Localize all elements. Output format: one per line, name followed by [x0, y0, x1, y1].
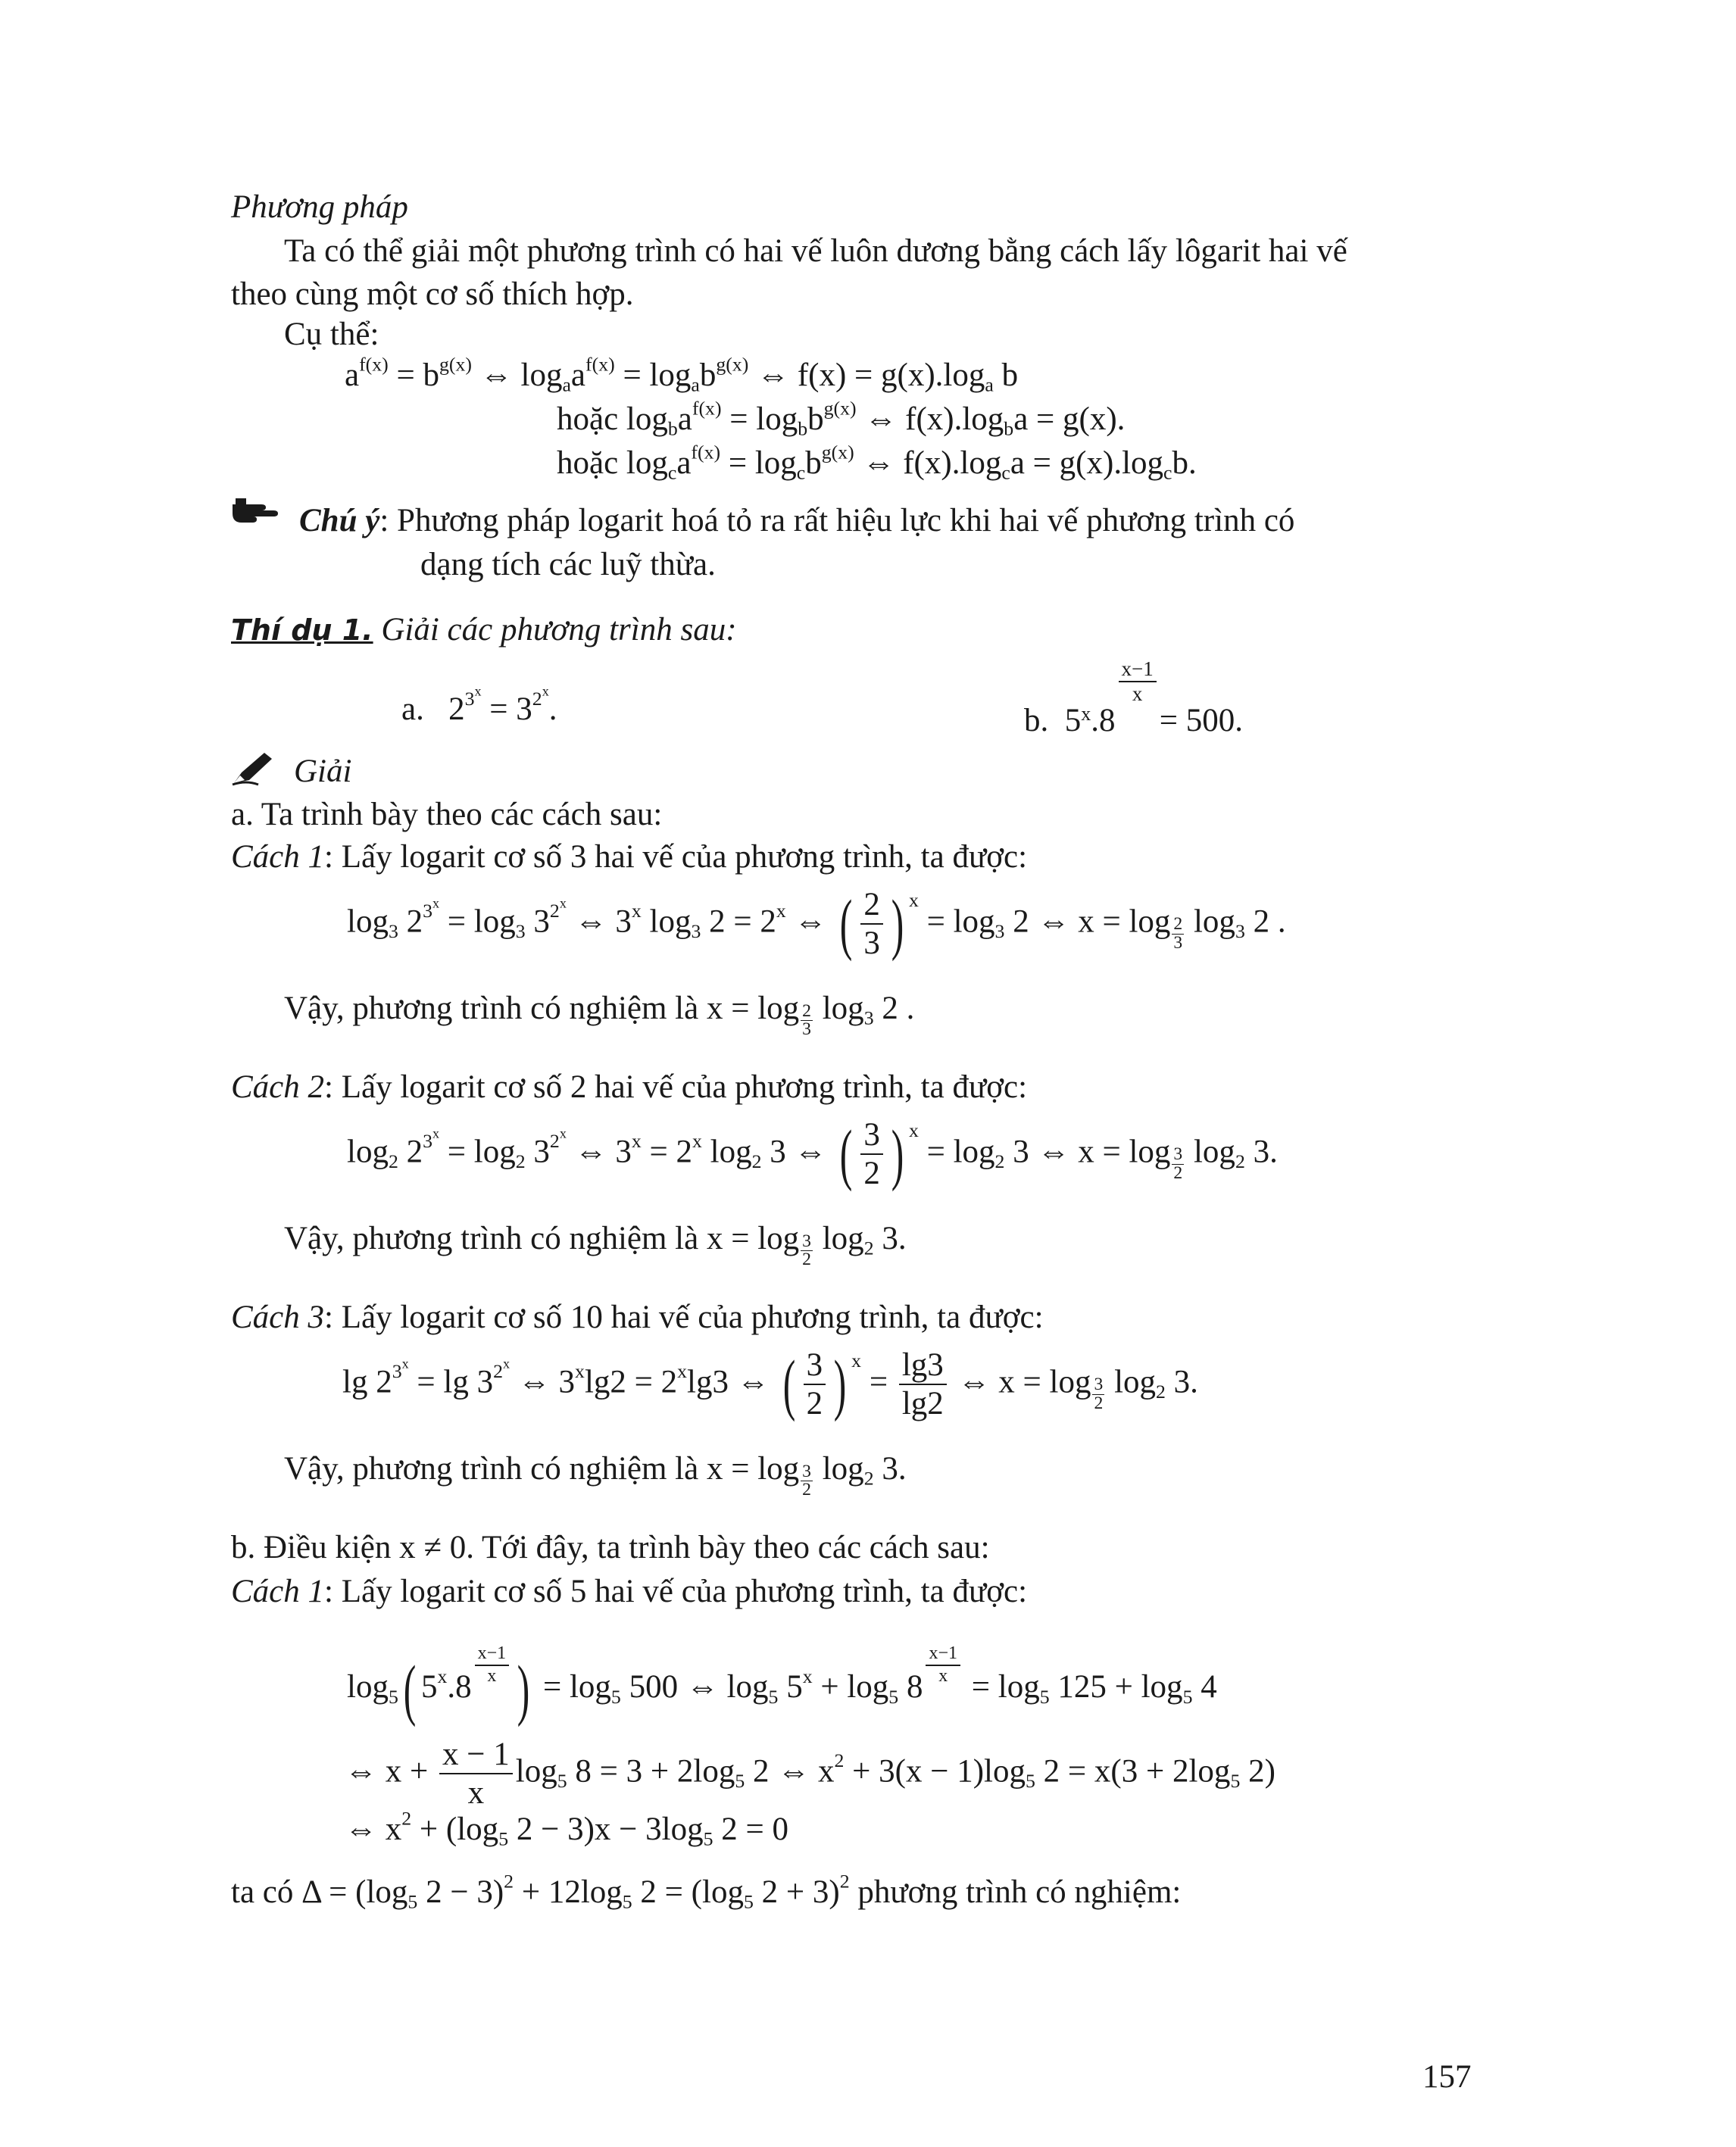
result-2a: Vậy, phương trình có nghiệm là x = log $\frac{3}{2}$ $\log_2 3$.	[284, 1221, 907, 1270]
cach1b-line: Cách 1: Lấy logarit cơ số 5 hai vế của phương trình, ta được:	[231, 1574, 1028, 1609]
example-a: a. $2^{3^x} = 3^{2^x}$.	[401, 683, 557, 727]
example-heading: Thí dụ 1. Giải các phương trình sau:	[231, 612, 737, 648]
intro-line-2: theo cùng một cơ số thích hợp.	[231, 276, 634, 312]
cach2a-line: Cách 2: Lấy logarit cơ số 2 hai vế của phương trình, ta được:	[231, 1069, 1028, 1105]
equation-1a: $\log_3 2^{3^x} = \log_3 3^{2^x}$ ⇔ 3$^x$ $\log_3 2 = 2^x$ ⇔ ( $\frac{2}{3}$ ) $^x = \log_3 2$ ⇔ x = log $\frac{2}{3}$ $\log_3 2$ .	[347, 886, 1286, 963]
note-line-1: Chú ý: Phương pháp logarit hoá tỏ ra rất hiệu lực khi hai vế phương trình có	[299, 503, 1295, 538]
formula-line-2: hoặc $\log_ba^{f(x)} = \log_bb^{g(x)}$ ⇔ $f(x).\log_ba = g(x)$.	[557, 397, 1126, 440]
example-label: Thí dụ 1.	[231, 613, 373, 647]
example-b: b. 5x.8 $\frac{x-1}{x}$ = 500.	[1024, 657, 1243, 739]
equation-1b: $\log_5$( 5$^x$.8 $\frac{x-1}{x}$ ) = $\log_5 500$ ⇔ $\log_5 5^x + \log_5 8$ $\frac{x-1}{x}$ = $\log_5 125 + \log_5 4$	[347, 1643, 1217, 1728]
equation-2b: ⇔ x + $\frac{x - 1}{x}$ $\log_5 8 = 3 + 2\log_5$ 2 ⇔ $x^2 + 3(x - 1)\log_5$ $2 = x(3 + 2\log_5$ 2)	[345, 1737, 1275, 1812]
equation-4b: ta có $\Delta = (\log_5$ $2 - 3)^2 + 12\log_5$ $2 = (\log_5$ 2 + 3)$^2$ phương trình có nghiệm:	[231, 1870, 1182, 1913]
equation-3a: $\lg 2^{3^x} = \lg 3^{2^x}$ ⇔ $3^x\lg 2 = 2^x\lg 3$ ⇔ ( $\frac{3}{2}$ ) $^x$ = $\frac{\lg 3}{\lg 2}$ ⇔ x = log $\frac{3}{2}$ $\log_2 3$.	[342, 1347, 1198, 1423]
part-b-intro: b. Điều kiện x ≠ 0. Tới đây, ta trình bày theo các cách sau:	[231, 1530, 990, 1565]
cach3a-line: Cách 3: Lấy logarit cơ số 10 hai vế của phương trình, ta được:	[231, 1300, 1044, 1335]
equation-2a: $\log_2 2^{3^x} = \log_2 3^{2^x}$ ⇔ $3^x = 2^x$ $\log_2 3$ ⇔ ( $\frac{3}{2}$ ) $^x = \log_2 3$ ⇔ x = log $\frac{3}{2}$ $\log_2 3$.	[347, 1116, 1278, 1193]
note-line-2: dạng tích các luỹ thừa.	[420, 547, 716, 582]
formula-line-1: $a^{f(x)} = b^{g(x)}$ ⇔ $\log_aa^{f(x)} = \log_ab^{g(x)}$ ⇔ $f(x) = g(x).\log_a$ b	[345, 353, 1019, 396]
solve-label: Giải	[294, 754, 352, 789]
cu-the-label: Cụ thể:	[284, 317, 379, 352]
pointing-hand-icon	[231, 494, 283, 533]
equation-3b: ⇔ $x^2 + (\log_5$ $2 - 3)x - 3\log_5$ 2 = 0	[345, 1807, 789, 1850]
result-1a: Vậy, phương trình có nghiệm là x = log $\frac{2}{3}$ $\log_3 2$ .	[284, 991, 915, 1040]
note-label: Chú ý	[299, 503, 380, 538]
section-heading: Phương pháp	[231, 189, 408, 225]
page-number: 157	[1422, 2059, 1472, 2095]
intro-line-1: Ta có thể giải một phương trình có hai vế luôn dương bằng cách lấy lôgarit hai vế	[284, 233, 1347, 269]
part-a-intro: a. Ta trình bày theo các cách sau:	[231, 797, 663, 832]
result-3a: Vậy, phương trình có nghiệm là x = log $\frac{3}{2}$ $\log_2 3$.	[284, 1451, 907, 1500]
pencil-icon	[231, 750, 275, 794]
formula-line-3: hoặc $\log_ca^{f(x)} = \log_cb^{g(x)}$ ⇔ $f(x).\log_ca = g(x).\log_cb$.	[557, 441, 1197, 484]
cach1a-line: Cách 1: Lấy logarit cơ số 3 hai vế của phương trình, ta được:	[231, 839, 1028, 875]
